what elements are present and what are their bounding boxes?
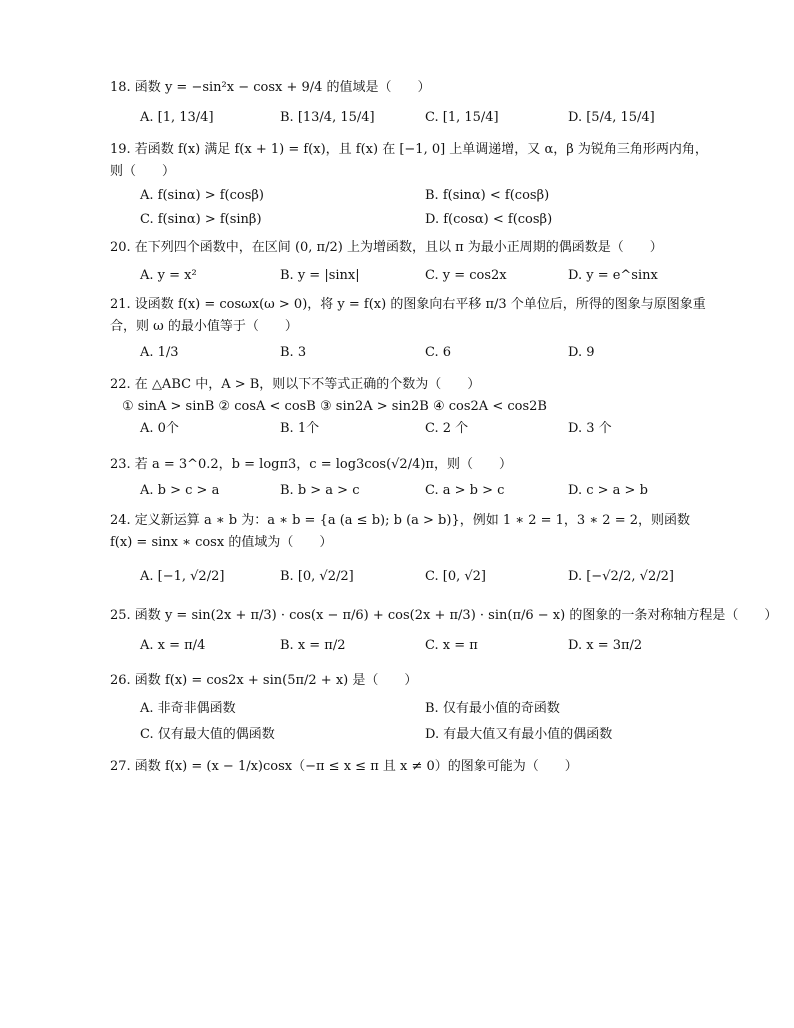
option-b: B. 3: [280, 345, 307, 360]
question-18: [110, 77, 710, 129]
question-26: [110, 670, 710, 746]
option-c: C. f(sinα) > f(sinβ): [140, 212, 262, 227]
option-d: D. f(cosα) < f(cosβ): [425, 212, 553, 227]
option-b: B. b > a > c: [280, 483, 360, 498]
option-row: [110, 107, 710, 129]
option-row: [110, 635, 710, 657]
option-b: B. 仅有最小值的奇函数: [425, 701, 560, 716]
question-25: [110, 605, 778, 657]
question-stem: 21. 设函数 f(x) = cosωx(ω > 0)，将 y = f(x) 的图象向右平移 π/3 个单位后，所得的图象与原图象重合，则 ω 的最小值等于（ ）: [110, 297, 706, 334]
option-d: D. c > a > b: [568, 483, 648, 498]
option-c: C. a > b > c: [425, 483, 505, 498]
option-c: C. 仅有最大值的偶函数: [140, 727, 275, 742]
question-stem: 26. 函数 f(x) = cos2x + sin(5π/2 + x) 是（ ）: [110, 673, 418, 688]
question-stem: 23. 若 a = 3^0.2，b = logπ3，c = log3cos(√2/4)π，则（ ）: [110, 457, 512, 472]
option-b: B. x = π/2: [280, 638, 346, 653]
option-c: C. [0, √2]: [425, 569, 486, 584]
question-stem: 25. 函数 y = sin(2x + π/3) · cos(x − π/6) + cos(2x + π/3) · sin(π/6 − x) 的图象的一条对称轴方程是（ ）: [110, 608, 778, 623]
option-a: A. 1/3: [140, 345, 179, 360]
question-27: [110, 756, 710, 778]
option-b: B. [0, √2/2]: [280, 569, 354, 584]
option-row: [110, 342, 710, 364]
option-a: A. [1, 13/4]: [140, 110, 214, 125]
question-stem: 27. 函数 f(x) = (x − 1/x)cosx（−π ≤ x ≤ π 且 x ≠ 0）的图象可能为（ ）: [110, 759, 578, 774]
question-stem: 22. 在 △ABC 中，A > B，则以下不等式正确的个数为（ ）: [110, 377, 481, 392]
option-d: D. y = e^sinx: [568, 268, 658, 283]
option-row: [110, 265, 710, 287]
option-c: C. 6: [425, 345, 452, 360]
option-row: [110, 480, 710, 502]
option-row: [110, 185, 710, 207]
option-b: B. y = |sinx|: [280, 268, 360, 283]
option-a: A. b > c > a: [140, 483, 220, 498]
option-a: A. [−1, √2/2]: [140, 569, 225, 584]
option-b: B. 1个: [280, 421, 320, 436]
option-a: A. f(sinα) > f(cosβ): [140, 188, 264, 203]
option-c: C. 2 个: [425, 421, 469, 436]
option-c: C. y = cos2x: [425, 268, 507, 283]
question-21: [110, 294, 710, 364]
option-row: [110, 724, 710, 746]
option-a: A. y = x²: [140, 268, 197, 283]
option-b: B. [13/4, 15/4]: [280, 110, 375, 125]
option-a: A. 0个: [140, 421, 179, 436]
statement-list: ① sinA > sinB ② cosA < cosB ③ sin2A > sin2B ④ cos2A < cos2B: [122, 399, 547, 414]
option-d: D. [5/4, 15/4]: [568, 110, 655, 125]
question-stem: 19. 若函数 f(x) 满足 f(x + 1) = f(x)，且 f(x) 在 [−1, 0] 上单调递增，又 α，β 为锐角三角形两内角，则（ ）: [110, 142, 708, 179]
option-d: D. [−√2/2, √2/2]: [568, 569, 674, 584]
question-20: [110, 237, 710, 287]
option-row: [110, 418, 710, 440]
option-c: C. x = π: [425, 638, 478, 653]
option-a: A. 非奇非偶函数: [140, 701, 236, 716]
option-row: [110, 209, 710, 231]
option-d: D. x = 3π/2: [568, 638, 643, 653]
question-22: [110, 374, 710, 440]
option-d: D. 有最大值又有最小值的偶函数: [425, 727, 613, 742]
question-stem: 24. 定义新运算 a ∗ b 为：a ∗ b = {a (a ≤ b); b (a > b)}，例如 1 ∗ 2 = 1，3 ∗ 2 = 2，则函数 f(x) = sinx ∗ cosx 的值域为（ ）: [110, 513, 690, 550]
option-row: [110, 566, 710, 588]
option-row: [110, 698, 710, 720]
option-c: C. [1, 15/4]: [425, 110, 499, 125]
question-stem: 18. 函数 y = −sin²x − cosx + 9/4 的值域是（ ）: [110, 80, 431, 95]
question-23: [110, 454, 710, 502]
question-19: [110, 139, 710, 231]
option-d: D. 9: [568, 345, 595, 360]
option-a: A. x = π/4: [140, 638, 206, 653]
option-d: D. 3 个: [568, 421, 612, 436]
option-b: B. f(sinα) < f(cosβ): [425, 188, 550, 203]
question-stem: 20. 在下列四个函数中，在区间 (0, π/2) 上为增函数，且以 π 为最小正周期的偶函数是（ ）: [110, 240, 663, 255]
question-24: [110, 510, 710, 588]
